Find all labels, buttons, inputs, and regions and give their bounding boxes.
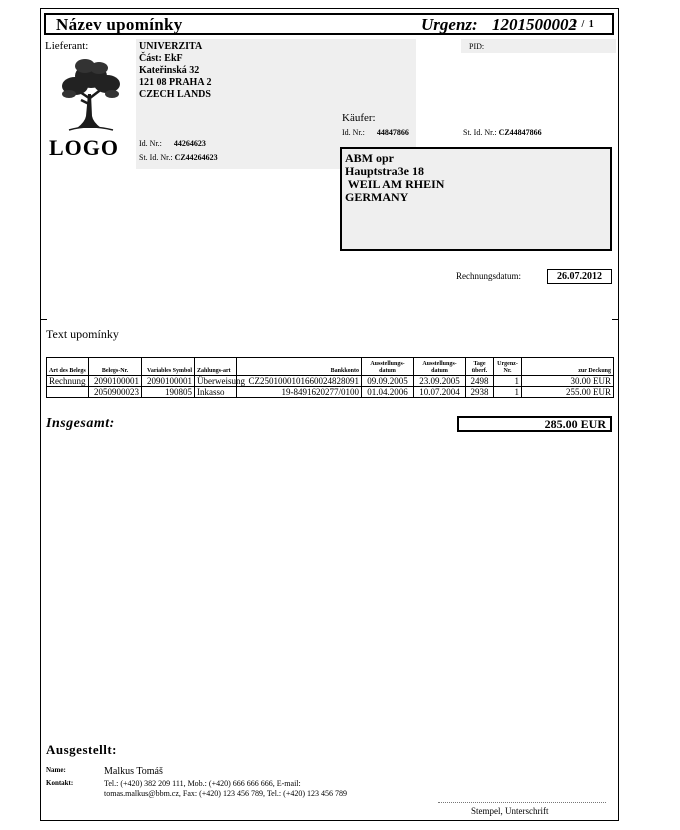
col-header: Bankkonto xyxy=(237,358,362,376)
table-cell xyxy=(47,387,89,398)
table-cell: 2090100001 xyxy=(142,376,195,387)
buyer-label: Käufer: xyxy=(342,112,376,124)
issued-name-label: Name: xyxy=(46,766,66,774)
table-cell: 19-8491620277/0100 xyxy=(237,387,362,398)
table-cell: 09.09.2005 xyxy=(362,376,414,387)
document-title: Název upomínky xyxy=(56,15,183,34)
buyer-id-label: Id. Nr.: xyxy=(342,128,365,137)
issued-contact-line1: Tel.: (+420) 382 209 111, Mob.: (+420) 666 666 666, E-mail: xyxy=(104,779,301,788)
supplier-line: 121 08 PRAHA 2 xyxy=(139,77,212,88)
col-header: Ausstellungs-datum xyxy=(362,358,414,376)
document-header xyxy=(44,13,614,35)
signature-line xyxy=(438,802,606,803)
table-header-row xyxy=(47,358,614,376)
page-info: 1 / 1 xyxy=(572,19,595,30)
table-cell: Rechnung xyxy=(47,376,89,387)
logo-text: LOGO xyxy=(49,135,120,160)
table-cell: 255.00 EUR xyxy=(522,387,614,398)
fold-mark-left xyxy=(41,319,47,320)
pid-label: PID: xyxy=(469,42,485,51)
buyer-address-line: WEIL AM RHEIN xyxy=(345,177,445,191)
col-header: Art des Belegs xyxy=(47,358,89,376)
table-cell: 10.07.2004 xyxy=(414,387,466,398)
buyer-vat xyxy=(463,128,542,138)
table-row xyxy=(47,387,614,398)
supplier-line: CZECH LANDS xyxy=(139,89,211,100)
supplier-id-label: Id. Nr.: xyxy=(139,139,162,148)
col-header: Tage überf. xyxy=(466,358,494,376)
table-cell: 30.00 EUR xyxy=(522,376,614,387)
total-label: Insgesamt: xyxy=(46,416,115,431)
table-cell: 23.09.2005 xyxy=(414,376,466,387)
buyer-address-box xyxy=(340,147,612,251)
urgency-label: Urgenz: xyxy=(421,15,478,34)
col-header: zur Deckung xyxy=(522,358,614,376)
table-cell: Inkasso xyxy=(195,387,237,398)
table-cell: Überweisung xyxy=(195,376,237,387)
tree-icon xyxy=(55,54,125,134)
supplier-line: Část: EkF xyxy=(139,53,183,64)
document-page xyxy=(40,8,619,821)
col-header: Belegs-Nr. xyxy=(89,358,142,376)
col-header: Urgenz-Nr. xyxy=(494,358,522,376)
supplier-line: UNIVERZITA xyxy=(139,41,203,52)
issued-name-value: Malkus Tomáš xyxy=(104,766,163,777)
buyer-id xyxy=(342,128,409,138)
buyer-vat-label: St. Id. Nr.: xyxy=(463,128,497,137)
supplier-line: Kateřinská 32 xyxy=(139,65,200,76)
supplier-id-value: 44264623 xyxy=(173,139,206,148)
col-header: Variables Symbol xyxy=(142,358,195,376)
table-cell: 2050900023 xyxy=(89,387,142,398)
invoice-date-label: Rechnungsdatum: xyxy=(456,271,521,281)
pid-panel xyxy=(461,39,616,53)
issued-title: Ausgestellt: xyxy=(46,742,117,757)
table-cell: 2090100001 xyxy=(89,376,142,387)
table-cell: 2938 xyxy=(466,387,494,398)
table-cell: 2498 xyxy=(466,376,494,387)
buyer-address-line: ABM opr xyxy=(345,151,394,165)
supplier-label: Lieferant: xyxy=(45,40,89,52)
table-cell: 1 xyxy=(494,387,522,398)
buyer-address-line: Hauptstra3e 18 xyxy=(345,164,424,178)
supplier-id xyxy=(139,139,206,149)
supplier-vat-value: CZ44264623 xyxy=(174,153,218,162)
buyer-vat-value: CZ44847866 xyxy=(498,128,542,137)
supplier-vat xyxy=(139,153,218,163)
invoice-date-value: 26.07.2012 xyxy=(547,269,612,284)
table-cell: 190805 xyxy=(142,387,195,398)
buyer-id-value: 44847866 xyxy=(376,128,409,137)
signature-label: Stempel, Unterschrift xyxy=(471,806,549,816)
table-cell: 1 xyxy=(494,376,522,387)
table-cell: 01.04.2006 xyxy=(362,387,414,398)
items-table xyxy=(46,357,614,398)
issued-contact-label: Kontakt: xyxy=(46,779,74,787)
buyer-address-line: GERMANY xyxy=(345,190,409,204)
fold-mark-right xyxy=(612,319,618,320)
supplier-vat-label: St. Id. Nr.: xyxy=(139,153,173,162)
urgency-number: 1201500002 xyxy=(492,15,577,34)
supplier-address xyxy=(139,41,212,101)
col-header: Ausstellungs-datum xyxy=(414,358,466,376)
total-value: 285.00 EUR xyxy=(457,416,612,432)
table-cell: CZ2501000101660024828091 xyxy=(237,376,362,387)
col-header: Zahlungs-art xyxy=(195,358,237,376)
table-row xyxy=(47,376,614,387)
reminder-text: Text upomínky xyxy=(46,327,119,341)
issued-contact-line2: tomas.malkus@bbm.cz, Fax: (+420) 123 456 789, Tel.: (+420) 123 456 789 xyxy=(104,789,347,798)
